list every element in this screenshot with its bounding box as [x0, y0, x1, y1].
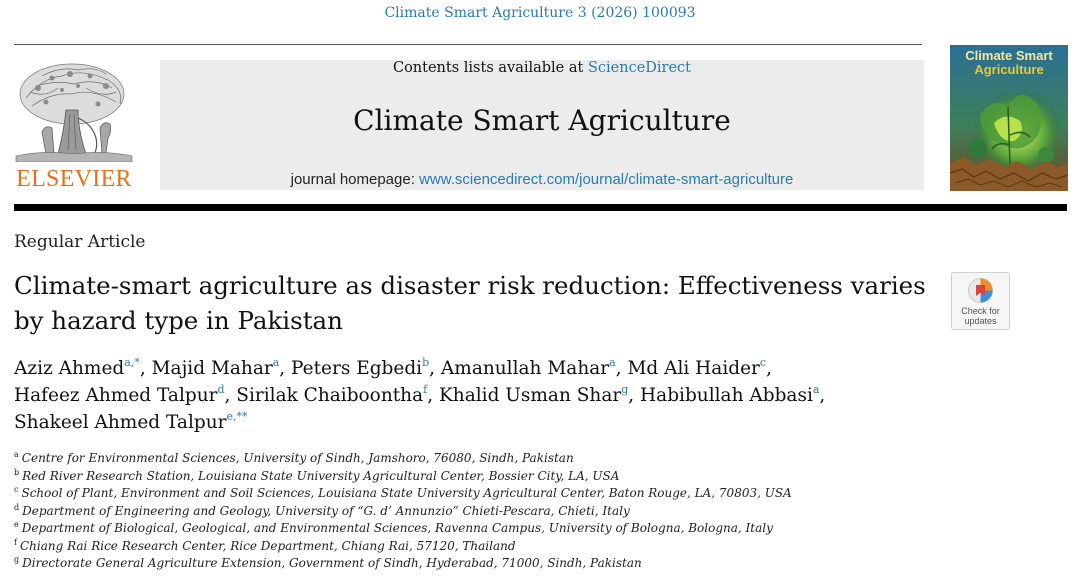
affiliation-item — [14, 555, 1014, 573]
author-separator: , — [224, 385, 237, 406]
author-affiliation-marker[interactable]: g — [621, 383, 629, 396]
author-name: Majid Mahar — [151, 358, 273, 379]
affiliation-item — [14, 450, 1014, 468]
cover-title-line2: Agriculture — [974, 62, 1044, 77]
affiliation-list — [14, 450, 1014, 573]
article-type: Regular Article — [14, 232, 146, 252]
author[interactable] — [152, 358, 280, 379]
article-title: Climate-smart agriculture as disaster risk reduction: Effectiveness varies by hazard type in Pakistan — [14, 271, 926, 335]
journal-title: Climate Smart Agriculture — [353, 104, 731, 137]
author-name: Peters Egbedi — [291, 358, 423, 379]
contents-availability — [160, 60, 924, 76]
author[interactable] — [627, 358, 766, 379]
author[interactable] — [14, 385, 225, 406]
affiliation-text: Department of Biological, Geological, and Environmental Sciences, Ravenna Campus, University of Bologna, Bologna, Italy — [21, 521, 773, 535]
author[interactable] — [291, 358, 429, 379]
author-name: Md Ali Haider — [627, 358, 760, 379]
author[interactable] — [236, 385, 427, 406]
author-separator: , — [628, 385, 641, 406]
author-separator: , — [819, 385, 826, 406]
journal-homepage — [160, 171, 924, 188]
author-name: Hafeez Ahmed Talpur — [14, 385, 218, 406]
author-affiliation-marker[interactable]: c — [759, 356, 767, 369]
author-affiliation-marker[interactable]: b — [422, 356, 430, 369]
author-affiliation-marker[interactable]: d — [217, 383, 225, 396]
journal-homepage-link[interactable]: www.sciencedirect.com/journal/climate-smart-agriculture — [419, 171, 794, 188]
elsevier-tree-icon — [12, 58, 136, 162]
author-name: Aziz Ahmed — [14, 358, 125, 379]
affiliation-item — [14, 485, 1014, 503]
author-separator: , — [279, 358, 292, 379]
author-name: Habibullah Abbasi — [640, 385, 813, 406]
affiliation-label: e — [14, 520, 19, 529]
cover-title-line1: Climate Smart — [965, 48, 1053, 63]
affiliation-text: School of Plant, Environment and Soil Sciences, Louisiana State University Agricultural Center, Baton Rouge, LA, 70803, USA — [21, 486, 792, 500]
affiliation-label: f — [14, 537, 17, 547]
affiliation-label: d — [14, 502, 20, 512]
author[interactable] — [14, 412, 247, 433]
author-separator: , — [429, 358, 441, 379]
author-name: Sirilak Chaiboontha — [236, 385, 424, 406]
affiliation-text: Department of Engineering and Geology, University of “G. d’ Annunzio” Chieti-Pescara, Chieti, Italy — [22, 503, 630, 518]
author-name: Amanullah Mahar — [440, 358, 610, 379]
journal-citation[interactable]: Climate Smart Agriculture 3 (2026) 100093 — [384, 5, 696, 21]
affiliation-item — [14, 503, 1014, 521]
affiliation-label: b — [14, 467, 20, 477]
affiliation-item — [14, 468, 1014, 486]
author-affiliation-marker[interactable]: a — [609, 356, 616, 369]
affiliation-item — [14, 538, 1014, 556]
author[interactable] — [441, 358, 616, 379]
check-updates-line2: updates — [964, 315, 997, 326]
homepage-prefix: journal homepage: — [290, 171, 420, 188]
affiliation-label: a — [14, 450, 19, 459]
author[interactable] — [640, 385, 819, 406]
journal-masthead — [160, 60, 924, 190]
cover-title — [950, 49, 1068, 77]
affiliation-label: g — [14, 555, 20, 564]
sciencedirect-link[interactable]: ScienceDirect — [587, 60, 692, 76]
affiliation-item — [14, 520, 1014, 538]
author-affiliation-marker[interactable]: a — [272, 356, 280, 369]
author-affiliation-marker[interactable]: a — [812, 383, 820, 396]
affiliation-text: Red River Research Station, Louisiana State University Agricultural Center, Bossier City, LA, USA — [22, 468, 620, 483]
publisher-name: ELSEVIER — [16, 166, 132, 192]
publisher-logo[interactable] — [12, 58, 136, 194]
author[interactable] — [439, 385, 628, 406]
check-for-updates-button[interactable] — [951, 272, 1010, 330]
author-separator: , — [427, 385, 439, 406]
author[interactable] — [14, 358, 140, 379]
author-list — [14, 355, 914, 436]
header-divider — [14, 44, 922, 45]
affiliation-label: c — [14, 485, 19, 494]
contents-prefix: Contents lists available at — [392, 60, 588, 76]
affiliation-text: Centre for Environmental Sciences, University of Sindh, Jamshoro, 76080, Sindh, Pakistan — [21, 451, 574, 465]
author-name: Khalid Usman Shar — [438, 385, 622, 406]
masthead-rule — [14, 204, 1067, 211]
affiliation-text: Chiang Rai Rice Research Center, Rice Department, Chiang Rai, 57120, Thailand — [19, 538, 516, 553]
affiliation-text: Directorate General Agriculture Extension, Government of Sindh, Hyderabad, 71000, Sindh, Pakistan — [22, 556, 642, 570]
author-affiliation-marker[interactable]: a,* — [124, 356, 140, 369]
author-name: Shakeel Ahmed Talpur — [14, 412, 227, 433]
author-separator: , — [766, 358, 772, 379]
journal-cover-thumbnail[interactable] — [950, 45, 1068, 191]
check-updates-line1: Check for — [961, 306, 1000, 316]
check-for-updates-label — [952, 307, 1009, 326]
author-affiliation-marker[interactable]: f — [423, 383, 428, 396]
author-affiliation-marker[interactable]: e,** — [226, 410, 248, 423]
author-separator: , — [615, 358, 628, 379]
author-separator: , — [139, 358, 152, 379]
check-for-updates-icon — [967, 277, 994, 304]
